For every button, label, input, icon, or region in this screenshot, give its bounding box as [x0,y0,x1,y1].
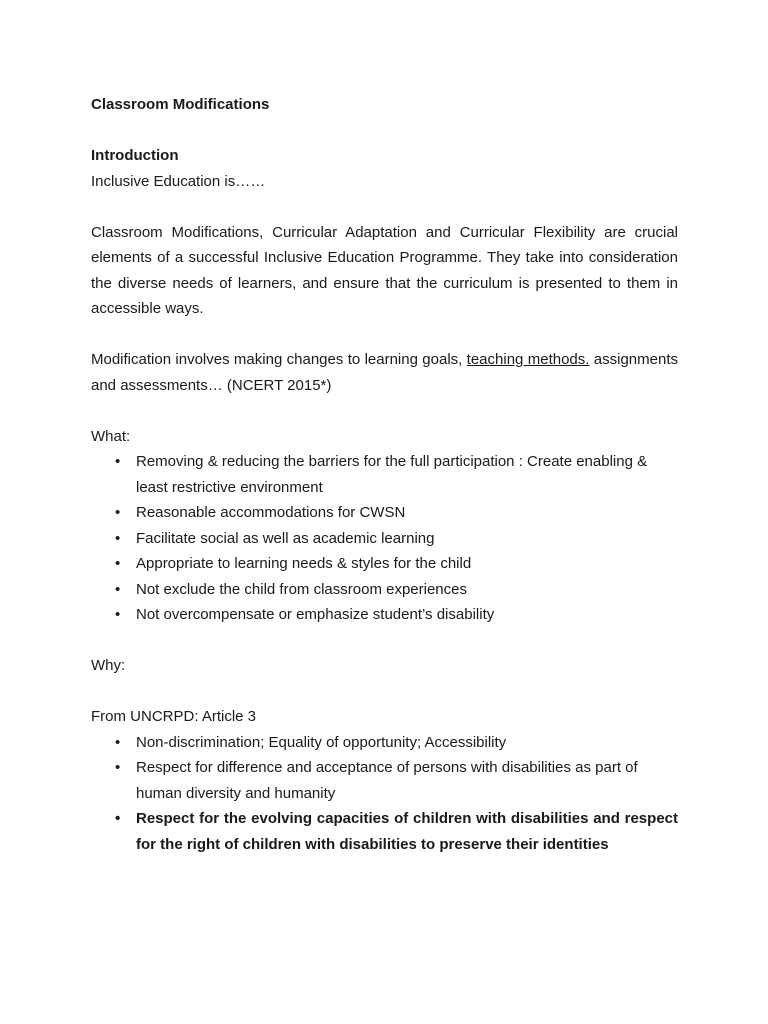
bullet-icon: • [115,555,121,572]
list-item: • Non-discrimination; Equality of opportunity; Accessibility [91,730,678,756]
list-item: • Respect for the evolving capacities of children with disabilities and respect for the right of children with disabilities to preserve their identities [91,806,678,857]
list-item: • Removing & reducing the barriers for the full participation : Create enabling & least restrictive environment [91,449,678,500]
list-item: • Reasonable accommodations for CWSN [91,500,678,526]
what-list [91,449,678,628]
teaching-methods-link[interactable]: teaching methods. [466,351,590,368]
paragraph-modification-tail: assignments and assessments… (NCERT 2015*) [91,351,678,394]
list-item: • Appropriate to learning needs & styles for the child [91,551,678,577]
paragraph-modification-text: Modification involves making changes to learning goals, [91,351,467,368]
bullet-icon: • [115,810,121,827]
bullet-icon: • [115,504,121,521]
bullet-icon: • [115,529,121,547]
what-heading: What: [91,427,131,445]
list-item: • Respect for difference and acceptance of persons with disabilities as part of human diversity and humanity [91,755,678,806]
list-item: • Not exclude the child from classroom experiences [91,577,678,603]
document-body [91,92,678,857]
why-heading: Why: [91,657,126,674]
paragraph-modification [91,347,678,398]
why-list [91,730,678,858]
list-item: • Facilitate social as well as academic learning [91,526,678,552]
introduction-heading: Introduction [91,147,179,164]
bullet-icon: • [115,606,121,623]
bullet-icon: • [115,580,121,598]
paragraph-classroom-modifications: Classroom Modifications, Curricular Adaptation and Curricular Flexibility are crucial elements of a successful Inclusive Education Programme. They take into consideration the diverse needs of learners, and ensure that the curriculum is presented to them in accessible ways. [91,223,678,317]
bullet-icon: • [115,733,121,751]
list-item: • Not overcompensate or emphasize student’s disability [91,602,678,628]
document-title: Classroom Modifications [91,96,270,113]
introduction-line: Inclusive Education is…… [91,172,266,190]
bullet-icon: • [115,453,121,470]
uncrpd-line: From UNCRPD: Article 3 [91,708,257,725]
bullet-icon: • [115,759,121,776]
